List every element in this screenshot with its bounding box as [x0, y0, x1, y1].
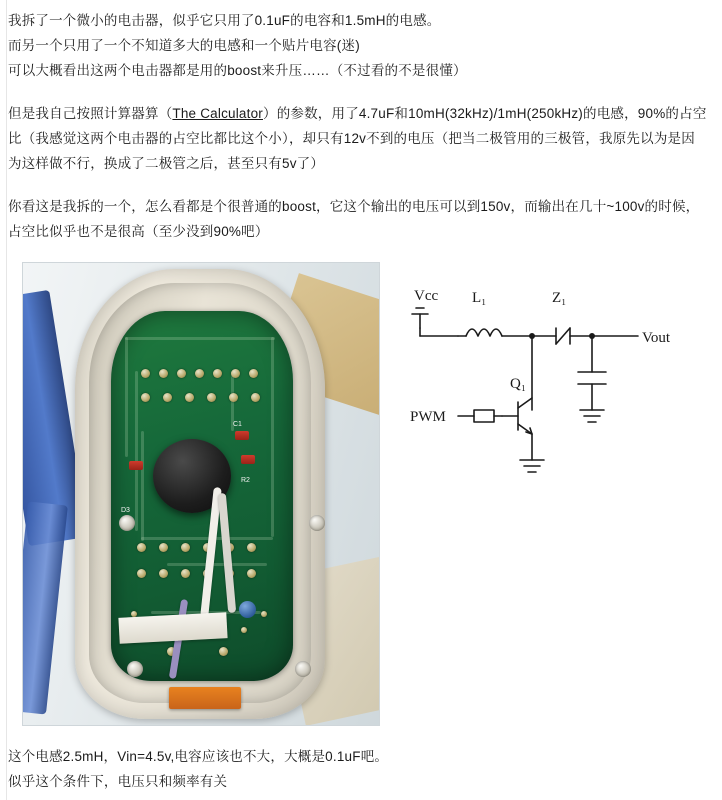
silkscreen-label-r2: R2 — [241, 477, 250, 484]
label-diode: Z₁ — [552, 290, 567, 306]
white-wire-2 — [218, 493, 236, 613]
paragraph-observation: 你看这是我拆的一个，怎么看都是个很普通的boost，它这个输出的电压可以到150v，而输出在几十~100v的时候，占空比似乎也不是很高（至少没到90%吧） — [8, 199, 700, 239]
silkscreen-label-d3: D3 — [121, 507, 130, 514]
blue-capacitor — [239, 601, 256, 618]
calc-text-after-link: ）的参数，用了4.7uF和10mH(32kHz)/1mH(250kHz)的电感，90%的占空比（我感觉这两个电击器的占空比都比这个小），却只有12v不到的电压（把当二极管用的三极管，我原先以为是因为这样做不行，换成了二极管之后，甚至只有5v了） — [8, 106, 707, 171]
ground-right-symbol — [580, 410, 604, 422]
paragraph-line-3: 可以大概看出这两个电击器都是用的boost来升压……（不过看的不是很懂） — [8, 63, 467, 78]
label-vcc: Vcc — [414, 288, 439, 304]
silkscreen-label-c1: C1 — [233, 421, 242, 428]
diode-symbol — [532, 328, 592, 344]
ground-bottom-symbol — [520, 460, 544, 472]
red-component-1 — [235, 431, 249, 440]
screw-bottom-right — [295, 661, 311, 677]
orange-battery-label — [169, 687, 241, 709]
document-content — [8, 8, 708, 794]
label-pwm: PWM — [410, 409, 446, 425]
red-component-3 — [129, 461, 143, 470]
media-row — [8, 262, 708, 732]
the-calculator-link[interactable]: The Calculator — [172, 106, 263, 121]
screw-left — [119, 515, 135, 531]
label-inductor: L₁ — [472, 290, 487, 306]
boost-schematic — [406, 284, 706, 524]
screw-right — [309, 515, 325, 531]
paragraph-calculator — [8, 101, 708, 176]
pwm-input-line — [458, 410, 502, 422]
paragraph-bottom-1: 这个电感2.5mH，Vin=4.5v,电容应该也不大，大概是0.1uF吧。 — [8, 749, 389, 764]
red-component-2 — [241, 455, 255, 464]
screw-bottom-left — [127, 661, 143, 677]
paragraph-line-1: 我拆了一个微小的电击器，似乎它只用了0.1uF的电容和1.5mH的电感。 — [8, 13, 441, 28]
capacitor-symbol — [578, 336, 606, 410]
teardown-photo[interactable] — [22, 262, 380, 726]
paragraph-bottom-2: 似乎这个条件下，电压只和频率有关 — [8, 774, 228, 789]
label-transistor: Q₁ — [510, 376, 527, 392]
paragraph-line-2: 而另一个只用了一个不知道多大的电感和一个贴片电容(迷) — [8, 38, 360, 53]
calc-text-before-link: 但是我自己按照计算器算（ — [8, 106, 173, 121]
transistor-symbol — [502, 398, 532, 460]
vcc-source-symbol — [412, 308, 458, 336]
inductor-symbol — [458, 329, 532, 336]
label-vout: Vout — [642, 330, 671, 346]
page-left-margin-rule — [0, 0, 7, 800]
